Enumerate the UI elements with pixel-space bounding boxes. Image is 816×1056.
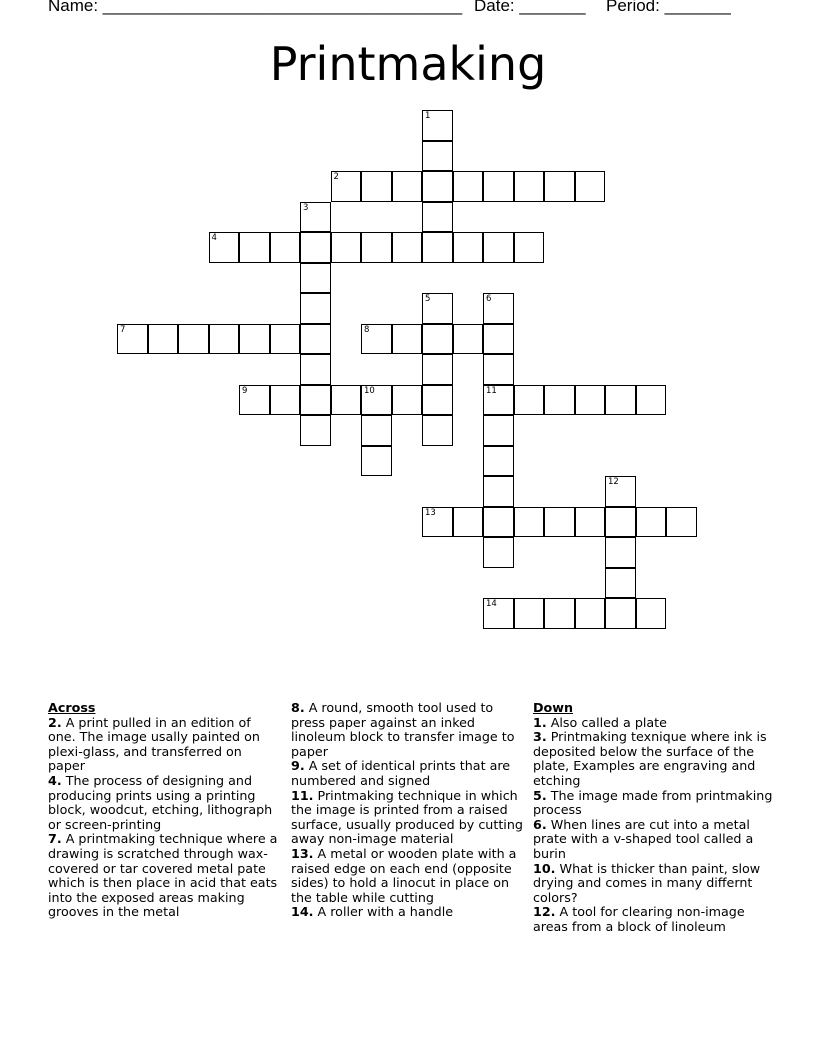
crossword-cell[interactable] [422, 110, 453, 141]
clue-across-9 [291, 759, 527, 788]
date-field[interactable]: Date: _______ [474, 0, 586, 15]
crossword-cell[interactable] [575, 385, 606, 416]
crossword-cell[interactable] [361, 232, 392, 263]
crossword-cell[interactable] [239, 324, 270, 355]
crossword-cell[interactable] [514, 507, 545, 538]
cell-number: 1 [425, 111, 431, 121]
crossword-cell[interactable] [575, 598, 606, 629]
crossword-cell[interactable] [239, 232, 270, 263]
clue-down-6 [533, 818, 773, 862]
crossword-cell[interactable] [300, 293, 331, 324]
clue-number: 6. [533, 816, 547, 832]
cell-number: 4 [211, 233, 217, 243]
crossword-cell[interactable] [392, 385, 423, 416]
crossword-cell[interactable] [422, 141, 453, 172]
crossword-cell[interactable] [300, 202, 331, 233]
crossword-cell[interactable] [422, 171, 453, 202]
crossword-cell[interactable] [483, 324, 514, 355]
clue-text: Printmaking technique in which the image is printed from a raised surface, usually produced by cutting away non-image material [291, 787, 523, 847]
clue-text: The process of designing and producing prints using a printing block, woodcut, etching, lithograph or screen-printing [48, 772, 273, 832]
clue-number: 8. [291, 700, 305, 715]
crossword-cell[interactable] [209, 324, 240, 355]
clue-number: 2. [48, 714, 62, 730]
clue-text: A metal or wooden plate with a raised edge on each end (opposite sides) to hold a linocut in place on the table while cutting [291, 845, 517, 905]
worksheet-header [0, 0, 816, 22]
crossword-cell[interactable] [544, 507, 575, 538]
crossword-cell[interactable] [148, 324, 179, 355]
crossword-cell[interactable] [483, 385, 514, 416]
clue-text: Printmaking texnique where ink is deposited below the surface of the plate, Examples are engraving and etching [533, 729, 767, 788]
cell-number: 11 [486, 385, 497, 396]
crossword-cell[interactable] [605, 385, 636, 416]
crossword-cell[interactable] [514, 232, 545, 263]
crossword-cell[interactable] [575, 507, 606, 538]
crossword-cell[interactable] [270, 385, 301, 416]
clue-number: 9. [291, 758, 305, 774]
crossword-cell[interactable] [300, 232, 331, 263]
clue-number: 12. [533, 904, 556, 920]
clue-text: A roller with a handle [317, 904, 454, 920]
crossword-cell[interactable] [300, 263, 331, 294]
crossword-cell[interactable] [514, 171, 545, 202]
clue-across-14 [291, 905, 527, 920]
crossword-cell[interactable] [392, 171, 423, 202]
clue-across-11 [291, 789, 527, 847]
clue-number: 5. [533, 787, 547, 803]
cell-number: 3 [303, 202, 309, 213]
crossword-cell[interactable] [422, 293, 453, 324]
crossword-cell[interactable] [331, 232, 362, 263]
crossword-cell[interactable] [453, 324, 484, 355]
name-field[interactable]: Name: ______________________________________ [48, 0, 463, 15]
crossword-cell[interactable] [361, 446, 392, 477]
crossword-cell[interactable] [300, 385, 331, 416]
clue-down-12 [533, 905, 773, 934]
crossword-cell[interactable] [544, 171, 575, 202]
crossword-cell[interactable] [422, 415, 453, 446]
crossword-cell[interactable] [605, 476, 636, 507]
crossword-cell[interactable] [483, 171, 514, 202]
clue-number: 4. [48, 772, 62, 788]
cell-number: 12 [608, 477, 619, 487]
crossword-cell[interactable] [117, 324, 148, 355]
crossword-cell[interactable] [483, 446, 514, 477]
crossword-cell[interactable] [636, 385, 667, 416]
crossword-cell[interactable] [605, 507, 636, 538]
crossword-cell[interactable] [575, 171, 606, 202]
clue-down-3 [533, 730, 773, 788]
crossword-cell[interactable] [514, 385, 545, 416]
crossword-cell[interactable] [422, 507, 453, 538]
crossword-cell[interactable] [605, 568, 636, 599]
crossword-cell[interactable] [636, 598, 667, 629]
clue-number: 10. [533, 860, 556, 876]
clue-across-7 [48, 832, 280, 920]
crossword-cell[interactable] [483, 537, 514, 568]
cell-number: 5 [425, 294, 431, 304]
crossword-cell[interactable] [300, 415, 331, 446]
crossword-cell[interactable] [270, 232, 301, 263]
crossword-cell[interactable] [483, 232, 514, 263]
clue-number: 13. [291, 845, 314, 861]
cell-number: 14 [486, 599, 497, 609]
crossword-cell[interactable] [453, 232, 484, 263]
clue-text: A round, smooth tool used to press paper against an inked linoleum block to transfer image to paper [291, 700, 515, 759]
cell-number: 10 [364, 385, 375, 396]
clue-number: 3. [533, 729, 547, 745]
crossword-cell[interactable] [361, 324, 392, 355]
cell-number: 13 [425, 507, 436, 518]
crossword-cell[interactable] [483, 354, 514, 385]
period-field[interactable]: Period: _______ [606, 0, 731, 15]
clue-column-1 [48, 701, 280, 920]
clue-down-5 [533, 789, 773, 818]
crossword-cell[interactable] [300, 324, 331, 355]
crossword-cell[interactable] [361, 385, 392, 416]
crossword-cell[interactable] [666, 507, 697, 538]
crossword-cell[interactable] [331, 385, 362, 416]
crossword-cell[interactable] [239, 385, 270, 416]
crossword-cell[interactable] [636, 507, 667, 538]
clue-text: Also called a plate [550, 714, 667, 730]
crossword-cell[interactable] [544, 385, 575, 416]
clue-text: A set of identical prints that are numbered and signed [291, 758, 511, 788]
crossword-cell[interactable] [178, 324, 209, 355]
crossword-cell[interactable] [392, 324, 423, 355]
clue-number: 7. [48, 831, 62, 847]
clue-number: 1. [533, 714, 547, 730]
crossword-cell[interactable] [453, 171, 484, 202]
clue-text: When lines are cut into a metal prate with a v-shaped tool called a burin [533, 816, 754, 861]
crossword-cell[interactable] [453, 507, 484, 538]
cell-number: 8 [364, 324, 370, 335]
cell-number: 9 [242, 385, 248, 396]
clue-number: 14. [291, 904, 314, 920]
clue-text: A printmaking technique where a drawing is scratched through wax-covered or tar covered metal pate which is then place in acid that eats into the exposed areas making grooves in the metal [48, 831, 278, 920]
clue-across-2 [48, 716, 280, 774]
crossword-cell[interactable] [483, 476, 514, 507]
clue-across-13 [291, 847, 527, 905]
across-heading: Across [48, 700, 96, 715]
crossword-cell[interactable] [605, 598, 636, 629]
clue-text: A tool for clearing non-image areas from a block of linoleum [533, 904, 745, 934]
cell-number: 7 [120, 324, 126, 335]
crossword-cell[interactable] [361, 171, 392, 202]
page-title: Printmaking [269, 37, 547, 91]
clue-text: What is thicker than paint, slow drying and comes in many differnt colors? [533, 860, 761, 905]
crossword-cell[interactable] [483, 598, 514, 629]
crossword-cell[interactable] [361, 415, 392, 446]
crossword-cell[interactable] [483, 415, 514, 446]
crossword-cell[interactable] [422, 202, 453, 233]
crossword-cell[interactable] [209, 232, 240, 263]
crossword-cell[interactable] [483, 507, 514, 538]
crossword-cell[interactable] [605, 537, 636, 568]
clue-column-3 [533, 701, 773, 935]
crossword-cell[interactable] [514, 598, 545, 629]
clue-across-4 [48, 774, 280, 832]
clue-text: A print pulled in an edition of one. The image usally painted on plexi-glass, and transferred on paper [48, 714, 260, 774]
crossword-cell[interactable] [270, 324, 301, 355]
down-heading: Down [533, 700, 574, 715]
crossword-cell[interactable] [422, 324, 453, 355]
clue-text: The image made from printmaking process [533, 787, 773, 818]
crossword-cell[interactable] [483, 293, 514, 324]
crossword-cell[interactable] [422, 232, 453, 263]
crossword-cell[interactable] [422, 385, 453, 416]
clue-column-2 [291, 701, 527, 920]
crossword-cell[interactable] [331, 171, 362, 202]
clue-down-1 [533, 716, 773, 731]
clue-across-8 [291, 701, 527, 759]
crossword-cell[interactable] [392, 232, 423, 263]
cell-number: 6 [486, 294, 492, 304]
crossword-cell[interactable] [422, 354, 453, 385]
clue-number: 11. [291, 787, 314, 803]
clue-down-10 [533, 862, 773, 906]
cell-number: 2 [333, 172, 339, 182]
crossword-cell[interactable] [544, 598, 575, 629]
crossword-cell[interactable] [300, 354, 331, 385]
